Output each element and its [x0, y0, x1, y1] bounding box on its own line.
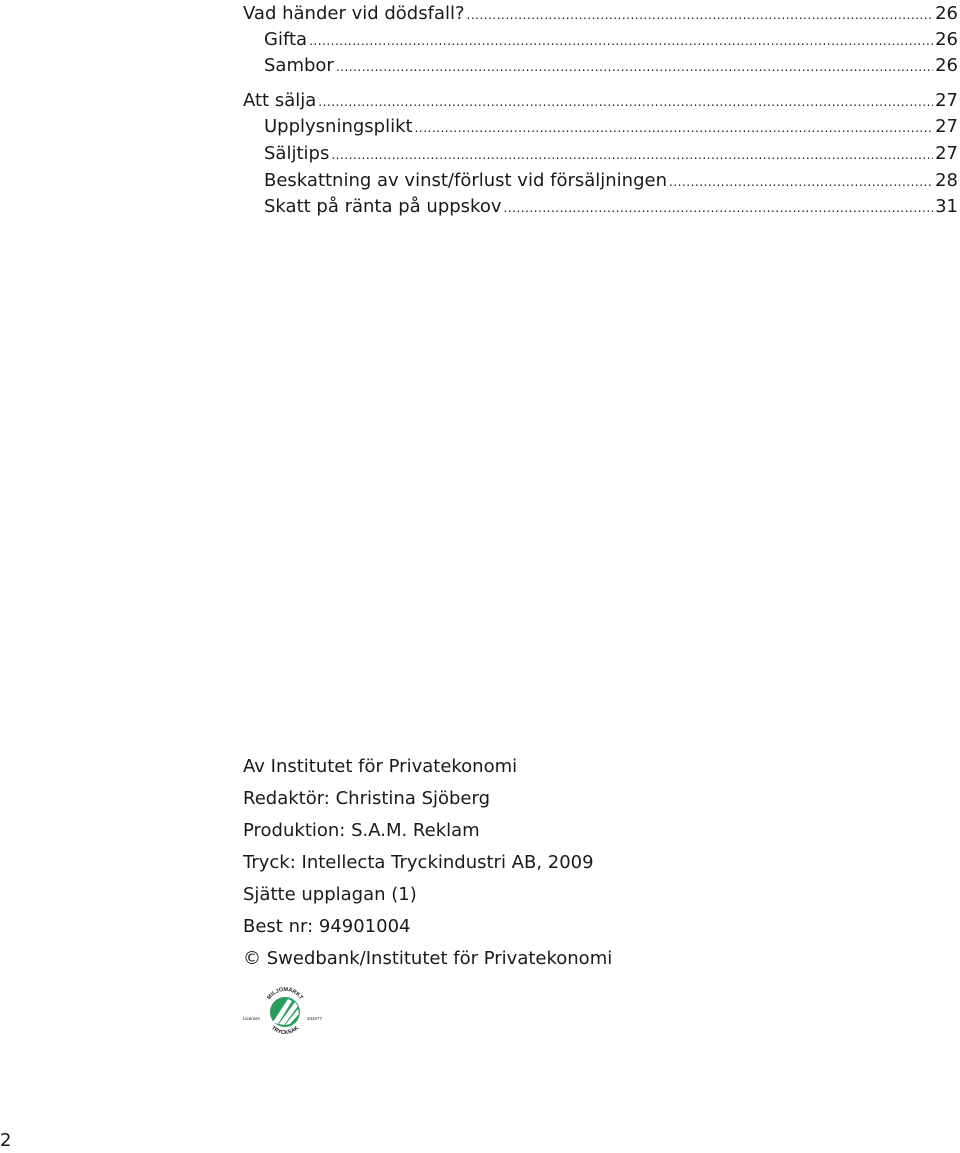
- toc-entry-label: Vad händer vid dödsfall?: [243, 3, 465, 24]
- toc-entry[interactable]: [264, 195, 958, 220]
- copyright-line: © Swedbank/Institutet för Privatekonomi: [243, 948, 613, 969]
- colophon: [243, 755, 612, 979]
- dot-leader: [669, 170, 933, 194]
- licence-label: Licensnr: [243, 1016, 261, 1021]
- toc-entry-page: 27: [935, 116, 958, 137]
- page-number: 2: [0, 1130, 12, 1151]
- toc-entry-page: 26: [935, 55, 958, 76]
- dot-leader: [467, 3, 934, 27]
- toc-entry-page: 26: [935, 3, 958, 24]
- licence-number: 341077: [307, 1016, 323, 1021]
- toc-entry[interactable]: [264, 28, 958, 53]
- print-line: Tryck: Intellecta Tryckindustri AB, 2009: [243, 852, 594, 873]
- dot-leader: [309, 29, 933, 53]
- toc-entry-page: 26: [935, 29, 958, 50]
- toc-entry-label: Sambor: [264, 55, 334, 76]
- toc-entry[interactable]: [264, 54, 958, 79]
- toc-entry[interactable]: [243, 2, 958, 27]
- toc-entry-label: Säljtips: [264, 143, 330, 164]
- toc-entry-label: Upplysningsplikt: [264, 116, 413, 137]
- toc-entry-page: 31: [935, 196, 958, 217]
- toc-entry-page: 27: [935, 143, 958, 164]
- svg-text:MILJÖMÄRKT: MILJÖMÄRKT: [266, 986, 304, 1001]
- dot-leader: [415, 116, 934, 140]
- toc-entry-label: Gifta: [264, 29, 308, 50]
- toc-entry-page: 27: [935, 90, 958, 111]
- toc-entry[interactable]: [264, 115, 958, 140]
- nordic-swan-ecolabel-logo: [240, 982, 330, 1038]
- toc-entry[interactable]: [264, 142, 958, 167]
- dot-leader: [331, 143, 933, 167]
- editor-line: Redaktör: Christina Sjöberg: [243, 788, 491, 809]
- production-line: Produktion: S.A.M. Reklam: [243, 820, 480, 841]
- toc-entry-label: Att sälja: [243, 90, 317, 111]
- swan-icon: [240, 982, 330, 1038]
- toc-entry-label: Beskattning av vinst/förlust vid försäljningen: [264, 170, 667, 191]
- toc-entry-page: 28: [935, 170, 958, 191]
- dot-leader: [336, 55, 933, 79]
- toc-entry[interactable]: [264, 169, 958, 194]
- order-number-line: Best nr: 94901004: [243, 916, 411, 937]
- edition-line: Sjätte upplagan (1): [243, 884, 417, 905]
- toc-entry-label: Skatt på ränta på uppskov: [264, 196, 502, 217]
- svg-text:TRYCKSAK: TRYCKSAK: [269, 1025, 301, 1037]
- dot-leader: [318, 90, 933, 114]
- dot-leader: [504, 196, 934, 220]
- toc-entry[interactable]: [243, 89, 958, 114]
- publisher-line: Av Institutet för Privatekonomi: [243, 756, 518, 777]
